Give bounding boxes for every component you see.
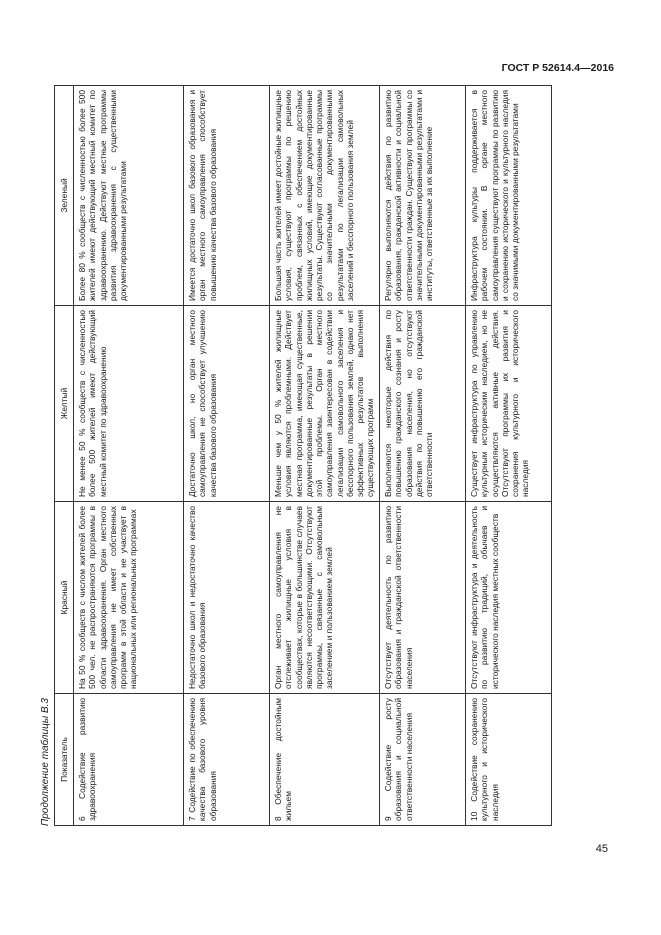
red-cell: Отсутствует деятельность по развитию образования и гражданской ответственности населения xyxy=(380,502,466,694)
column-header-green: Зеленый xyxy=(55,86,74,306)
table-row xyxy=(184,86,270,826)
red-cell: Орган местного самоуправления не отслеживает жилищные условия в сообществах, которые в большинстве случаев являются несоответствующими. Отсутствуют программы, связанные с самовольным заселением и пользованием землей xyxy=(270,502,380,694)
yellow-cell: Не менее 50 % сообществ с численностью более 500 жителей имеют действующий местный комитет по здравоохранению xyxy=(74,306,184,502)
red-cell: На 50 % сообществ с числом жителей более 500 чел. не распространяются программы в области здравоохранения. Орган местного самоуправления не имеет собственных программ в этой области и не участвует в национальных или региональных программах xyxy=(74,502,184,694)
green-cell: Регулярно выполняются действия по развитию образования, гражданской активности и социальной ответственности граждан. Существуют программы со значительными документированными результатами и институты, ответственные за их выполнение xyxy=(380,86,466,306)
yellow-cell: Существует инфраструктура по управлению культурным историческим наследием, но не осуществляются активные действия. Отсутствуют программы их развития и сохранения культурного и исторического наследия xyxy=(466,306,552,502)
indicator-cell: 7 Содействие по обеспечению качества базового уровня образования xyxy=(184,694,270,826)
red-cell: Отсутствуют инфраструктура и деятельность по развитию традиций, обычаев и исторического наследия местных сообществ xyxy=(466,502,552,694)
column-header-red: Красный xyxy=(55,502,74,694)
table-header-row xyxy=(55,86,74,826)
table-row xyxy=(466,86,552,826)
green-cell: Имеется достаточно школ базового образования и орган местного самоуправления способствует повышению качества базового образования xyxy=(184,86,270,306)
indicator-cell: 8 Обеспечение достойным жильем xyxy=(270,694,380,826)
indicator-table xyxy=(54,85,552,826)
green-cell: Большая часть жителей имеет достойные жилищные условия, существуют программы по решению проблем, связанных с обеспечением достойных жилищных условий, имеющие документированные результаты. Существуют согласованные программы со значительными документированными результатами по легализации самовольных заселений и бесспорного пользования землей xyxy=(270,86,380,306)
table-row xyxy=(270,86,380,826)
document-header: ГОСТ Р 52614.4—2016 xyxy=(501,62,614,74)
green-cell: Инфраструктура культуры поддерживается в рабочем состоянии. В органе местного самоуправления существуют программы по развитию и сохранению исторического и культурного наследия со значимыми документированными результатами xyxy=(466,86,552,306)
green-cell: Более 80 % сообществ с численностью более 500 жителей имеют действующий местный комитет по здравоохранению. Действуют местные программы развития здравоохранения с существенными документированными результатами xyxy=(74,86,184,306)
rotated-table-area xyxy=(40,86,660,826)
indicator-cell: 6 Содействие развитию здравоохранения xyxy=(74,694,184,826)
table-row xyxy=(380,86,466,826)
indicator-cell: 9 Содействие росту образования и социальной ответственности населения xyxy=(380,694,466,826)
table-row xyxy=(74,86,184,826)
column-header-yellow: Желтый xyxy=(55,306,74,502)
red-cell: Недостаточно школ и недостаточно качество базового образования xyxy=(184,502,270,694)
column-header-indicator: Показатель xyxy=(55,694,74,826)
yellow-cell: Меньше чем у 50 % жителей жилищные условия являются проблемными. Действует местная программа, имеющая существенные, документированные результаты в решении этой проблемы. Орган местного самоуправления заинтересован в содействии легализации самовольного заселения и бесспорного пользования землей, однако нет эффективных результатов выполнения существующих программ xyxy=(270,306,380,502)
indicator-cell: 10 Содействие сохранению культурного и исторического наследия xyxy=(466,694,552,826)
yellow-cell: Достаточно школ, но орган местного самоуправления не способствует улучшению качества базового образования xyxy=(184,306,270,502)
page-number: 45 xyxy=(595,843,608,855)
yellow-cell: Выполняются некоторые действия по повышению гражданского сознания и росту образования населения, но отсутствуют действия по повышению его гражданской ответственности xyxy=(380,306,466,502)
table-continuation-label: Продолжение таблицы В.3 xyxy=(40,698,51,826)
